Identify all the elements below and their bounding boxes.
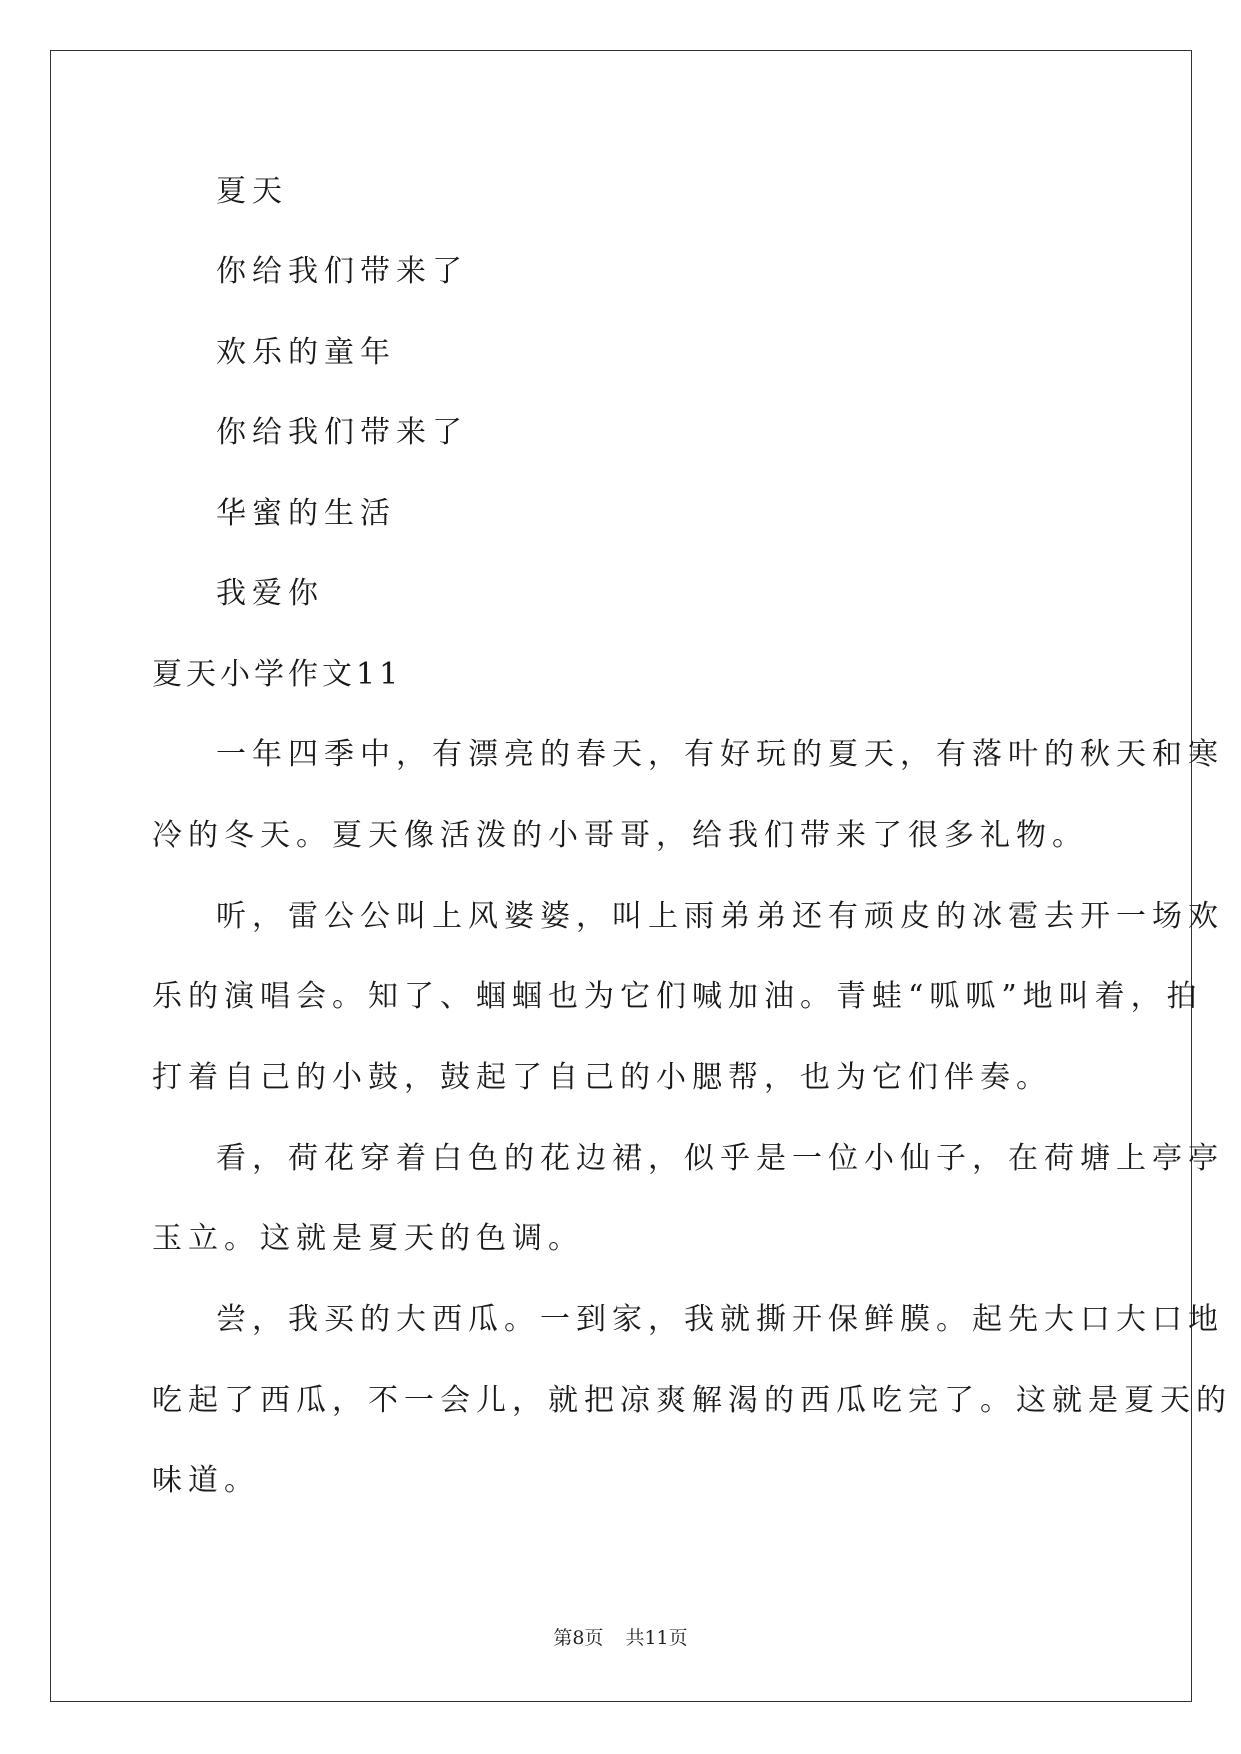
paragraph-line: 冷的冬天。夏天像活泼的小哥哥，给我们带来了很多礼物。 (152, 818, 1088, 853)
paragraph-line: 一年四季中，有漂亮的春天，有好玩的夏天，有落叶的秋天和寒 (216, 737, 1224, 772)
paragraph-line: 吃起了西瓜，不一会儿，就把凉爽解渴的西瓜吃完了。这就是夏天的 (152, 1383, 1232, 1418)
paragraph-line: 尝，我买的大西瓜。一到家，我就撕开保鲜膜。起先大口大口地 (216, 1302, 1224, 1337)
poem-line: 华蜜的生活 (216, 496, 396, 531)
page-number: 第8页 (553, 1627, 604, 1649)
poem-line: 你给我们带来了 (216, 254, 468, 289)
paragraph-line: 味道。 (152, 1463, 260, 1498)
page-total: 共11页 (625, 1627, 688, 1649)
poem-line: 夏天 (216, 174, 288, 209)
section-title: 夏天小学作文11 (152, 657, 403, 692)
poem-line: 你给我们带来了 (216, 415, 468, 450)
paragraph-line: 听，雷公公叫上风婆婆，叫上雨弟弟还有顽皮的冰雹去开一场欢 (216, 899, 1224, 934)
paragraph-line: 玉立。这就是夏天的色调。 (152, 1221, 584, 1256)
paragraph-line: 乐的演唱会。知了、蝈蝈也为它们喊加油。青蛙“呱呱”地叫着，拍 (152, 979, 1203, 1014)
page-border (50, 50, 1192, 1702)
poem-line: 我爱你 (216, 576, 324, 611)
page-footer (0, 1625, 1241, 1651)
poem-line: 欢乐的童年 (216, 335, 396, 370)
paragraph-line: 看，荷花穿着白色的花边裙，似乎是一位小仙子，在荷塘上亭亭 (216, 1141, 1224, 1176)
paragraph-line: 打着自己的小鼓，鼓起了自己的小腮帮，也为它们伴奏。 (152, 1060, 1052, 1095)
